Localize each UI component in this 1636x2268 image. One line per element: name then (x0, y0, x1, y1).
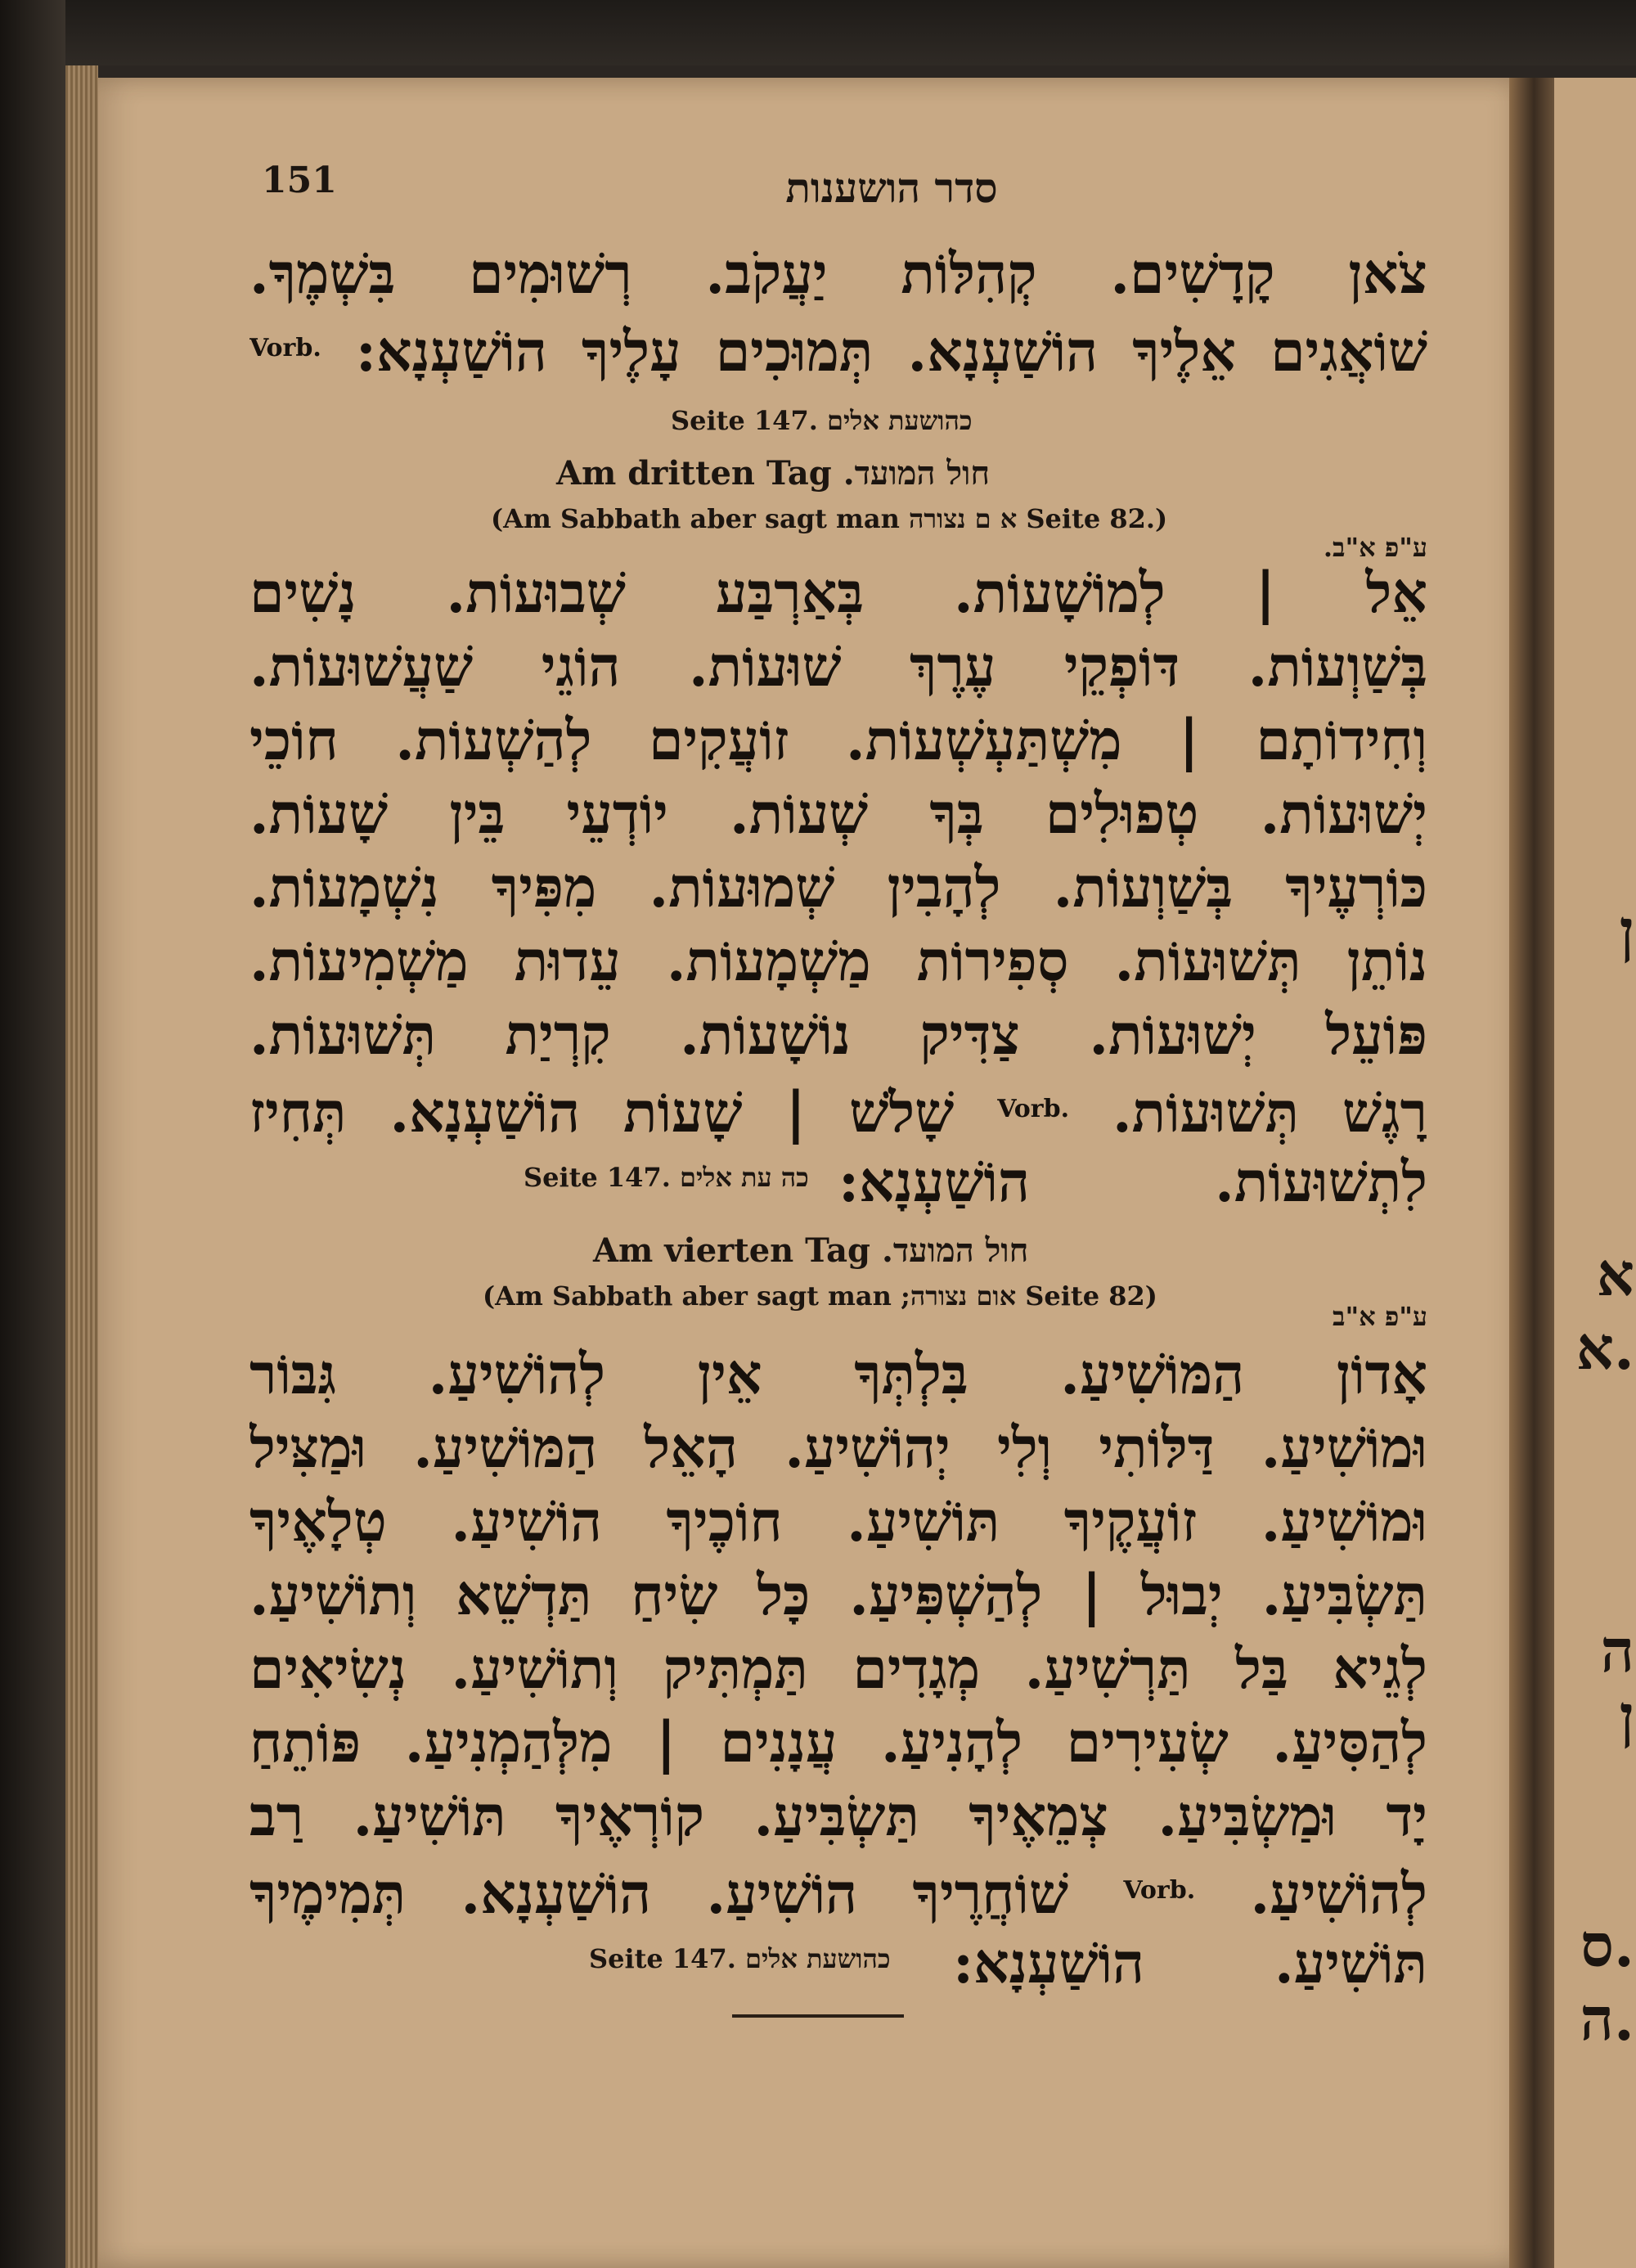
vorb-marker: Vorb. (249, 334, 321, 362)
heading-hebrew: חול המועד. (843, 454, 990, 493)
text-line: לְהַסִּיעַ. שְׂעִירִים לְהָנִיעַ. עֲנָנִים | מִלְּהַמְנִיעַ. פּוֹתֵחַ (249, 1710, 1427, 1775)
text-line-end: שׁוֹחֲרֶיךָ הוֹשִׁיעַ. הוֹשַׁעְנָא. תְּמִימֶיךָ (249, 1861, 1068, 1927)
text-line (249, 1853, 1427, 1932)
text-line: נוֹתֵן תְּשׁוּעוֹת. סְפִירוֹת מַשְׁמָעוֹת. עֵדוּת מַשְׁמִיעוֹת. (249, 929, 1427, 994)
text-line: פּוֹעֵל יְשׁוּעוֹת. צַדִּיק נוֹשָׁעוֹת. קִרְיַת תְּשׁוּעוֹת. (249, 1002, 1427, 1068)
text-line-end: שָׁלֹשׁ | שָׁעוֹת הוֹשַׁעְנָא. תְּחִיז (249, 1080, 955, 1145)
facing-glyph: א (1596, 1240, 1634, 1309)
page-reference (524, 1162, 809, 1193)
reference-page: Seite 147. (671, 405, 818, 436)
reference-hebrew: עת אלים (679, 1162, 772, 1193)
sabbath-note (491, 503, 1167, 534)
facing-glyph: ה. (1580, 1984, 1634, 2054)
section-heading (593, 1231, 1028, 1270)
facing-page-fragment (1554, 78, 1636, 2268)
page-reference (589, 1943, 891, 1974)
sabbath-note-page: Seite 82.) (1026, 503, 1168, 534)
reference-hebrew: כה (780, 1162, 809, 1193)
sabbath-note-german: (Am Sabbath aber sagt man (483, 1280, 892, 1312)
text-line: וְחִידוֹתָם | מִשְׁתַּעְשְׁעוֹת. זוֹעֲקִים לְהַשְׁעוֹת. חוֹכֵי (249, 708, 1427, 773)
text-line (249, 311, 1427, 389)
reference-hebrew: כהושעת אלים (826, 405, 973, 436)
page-edges (65, 65, 98, 2268)
section-heading (556, 454, 990, 493)
reference-hebrew: כהושעת אלים (744, 1943, 891, 1974)
facing-glyph: ס. (1580, 1910, 1634, 1980)
heading-german: Am vierten Tag (593, 1231, 871, 1270)
text-line: לְגֵיא בַּל תַּרְשִׁיעַ. מְגָדִים תַּמְתִּיק וְתוֹשִׁיעַ. נְשִׂיאִים (249, 1636, 1427, 1702)
text-line: תּוֹשִׁיעַ. הוֹשַׁעְנָא: (953, 1931, 1427, 1996)
page-reference (671, 405, 973, 436)
acrostic-mark: ע"פ א"ב. (1323, 532, 1427, 563)
text-line: לִתְשׁוּעוֹת. הוֹשַׁעְנָא: (838, 1150, 1427, 1215)
book-gutter (1509, 78, 1554, 2268)
heading-german: Am dritten Tag (556, 454, 832, 493)
acrostic-mark: ע"פ א"ב (1333, 1301, 1427, 1332)
text-line: תַּשְׂבִּיעַ. יְבוּל | לְהַשְׁפִּיעַ. כָּל שִׂיחַ תַּדְשֵׁא וְתוֹשִׁיעַ. (249, 1563, 1427, 1628)
page-number: 151 (262, 160, 337, 201)
text-line: כּוֹרְעֶיךָ בְּשַׁוְעוֹת. לְהָבִין שְׁמוּעוֹת. מִפִּיךָ נִשְׁמָעוֹת. (249, 855, 1427, 920)
heading-hebrew: חול המועד. (881, 1231, 1029, 1270)
text-line (249, 1072, 1427, 1150)
book-binding-top (0, 0, 1636, 65)
text-line-start: רָגֶשׁ תְּשׁוּעוֹת. (1112, 1080, 1427, 1145)
text-line: אֵל | לְמוֹשָׁעוֹת. בְּאַרְבַּע שְׁבוּעוֹת. נָשִׁים (249, 560, 1427, 626)
facing-glyph: ה (1600, 1616, 1634, 1685)
text-line: צֹאן קָדָשִׁים. קְהִלּוֹת יַעֲקֹב. רְשׁוּמִים בִּשְׁמֶךָ. (249, 241, 1427, 307)
facing-glyph: א. (1575, 1313, 1634, 1383)
sabbath-note-page: Seite 82) (1025, 1280, 1157, 1312)
text-line: אָדוֹן הַמּוֹשִׁיעַ. בִּלְתְּךָ אֵין לְהוֹשִׁיעַ. גִּבּוֹר (249, 1342, 1427, 1407)
sabbath-note-hebrew: א ם נצורה (909, 503, 1018, 534)
book-binding-left (0, 0, 65, 2268)
text-line-start: לְהוֹשִׁיעַ. (1250, 1861, 1427, 1927)
text-line: יְשׁוּעוֹת. טְפוּלִים בְּךָ שְׁעוֹת. יוֹדְעֵי בֵּין שָׁעוֹת. (249, 781, 1427, 847)
reference-page: Seite 147. (589, 1943, 736, 1974)
sabbath-note-german: (Am Sabbath aber sagt man (491, 503, 900, 534)
running-head: סדר הושענות (785, 164, 998, 212)
text-line: יָד וּמַשְׂבִּיעַ. צְמֵאֶיךָ תַּשְׂבִּיעַ. קוֹרְאֶיךָ תּוֹשִׁיעַ. רַב (249, 1784, 1427, 1849)
text-line: וּמוֹשִׁיעַ. זוֹעֲקֶיךָ תּוֹשִׁיעַ. חוֹכֶיךָ הוֹשִׁיעַ. טְלָאֶיךָ (249, 1489, 1427, 1555)
facing-glyph: ן (1619, 1681, 1634, 1751)
facing-glyph: ן (1619, 896, 1634, 965)
end-rule (732, 2014, 904, 2018)
text-line-body: שׁוֹאֲגִים אֵלֶיךָ הוֹשַׁעְנָא. תְּמוּכִים עָלֶיךָ הוֹשַׁעְנָא: (355, 319, 1427, 385)
text-line: בְּשַׁוְעוֹת. דּוֹפְקֵי עֶרֶךְ שׁוּעוֹת. הוֹגֵי שַׁעֲשׁוּעוֹת. (249, 634, 1427, 700)
reference-page: Seite 147. (524, 1162, 671, 1193)
sabbath-note-hebrew: אום נצורה; (901, 1280, 1017, 1312)
vorb-marker: Vorb. (1123, 1876, 1196, 1905)
text-line: וּמוֹשִׁיעַ. דַּלּוֹתִי וְלִי יְהוֹשִׁיעַ. הָאֵל הַמּוֹשִׁיעַ. וּמַצִּיל (249, 1415, 1427, 1481)
sabbath-note (483, 1280, 1157, 1312)
vorb-marker: Vorb. (997, 1095, 1070, 1123)
